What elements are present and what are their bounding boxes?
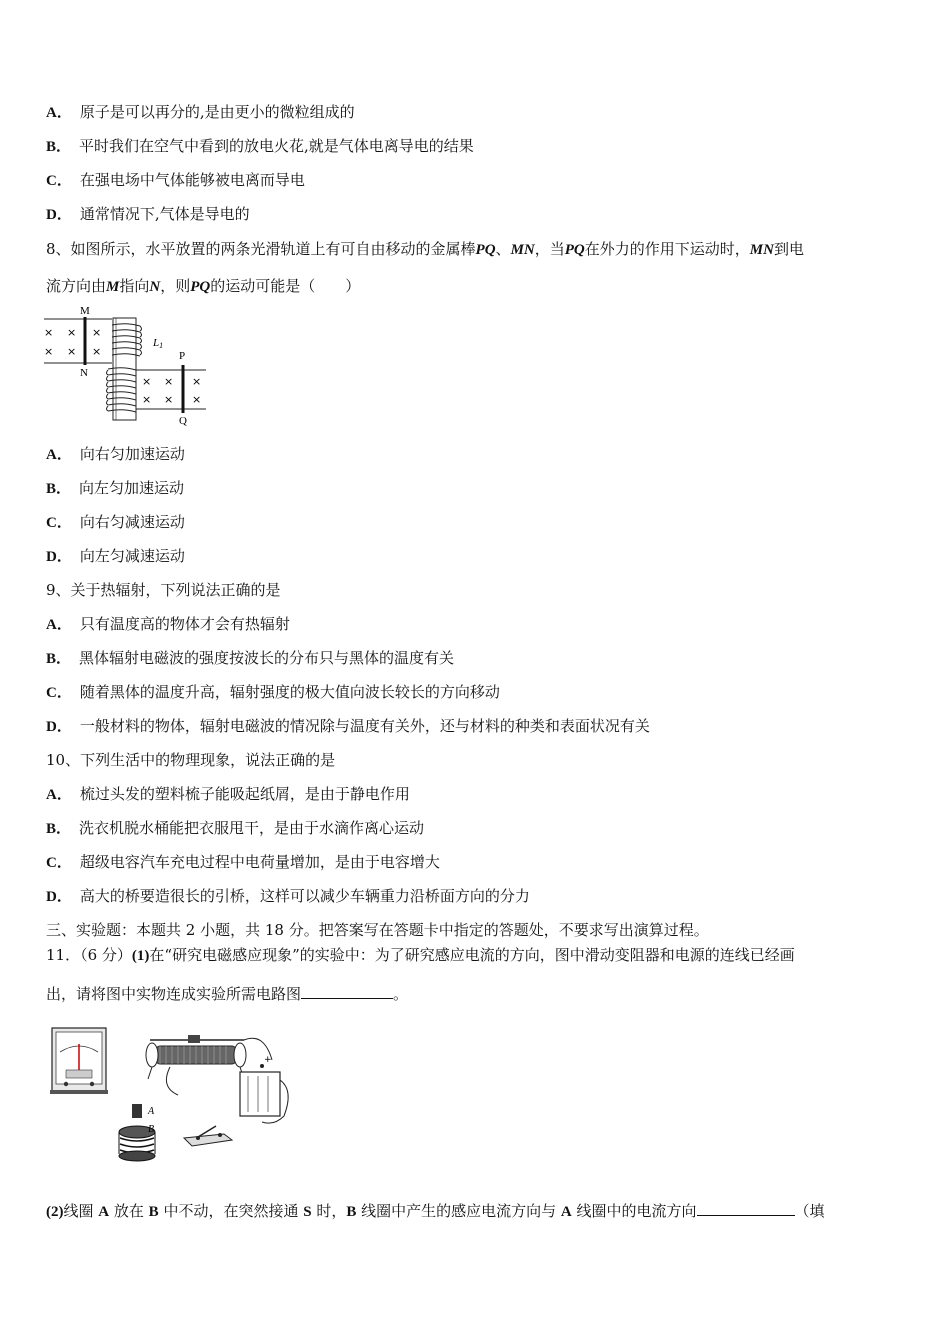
- battery-plus: +: [264, 1055, 272, 1065]
- field-cross: ×: [192, 393, 202, 406]
- switch: [184, 1126, 232, 1146]
- field-cross: ×: [92, 326, 102, 339]
- q9-option-b: B． 黑体辐射电磁波的强度按波长的分布只与黑体的温度有关: [46, 649, 455, 667]
- label-coil-b: B: [148, 1124, 155, 1135]
- q7-option-d: D． 通常情况下,气体是导电的: [46, 205, 250, 223]
- galvanometer: [50, 1028, 108, 1094]
- label-q: Q: [179, 415, 187, 427]
- answer-blank-2[interactable]: [697, 1201, 795, 1216]
- section-heading: 三、实验题：本题共 2 小题，共 18 分。把答案写在答题卡中指定的答题处，不要求写出演算过程。: [46, 921, 709, 939]
- label-m: M: [80, 305, 90, 317]
- q11-apparatus-figure: [48, 1022, 304, 1162]
- label-coil-a: A: [148, 1106, 155, 1117]
- q8-option-b: B． 向左匀加速运动: [46, 479, 185, 497]
- q10-option-d: D． 高大的桥要造很长的引桥，这样可以减少车辆重力沿桥面方向的分力: [46, 887, 530, 905]
- q8-circuit-figure: [40, 303, 212, 427]
- q7-option-a: A． 原子是可以再分的,是由更小的微粒组成的: [46, 103, 355, 121]
- q8-option-c: C． 向右匀减速运动: [46, 513, 185, 531]
- q9-stem: 9、关于热辐射，下列说法正确的是: [46, 581, 281, 599]
- q10-option-a: A． 梳过头发的塑料梳子能吸起纸屑，是由于静电作用: [46, 785, 410, 803]
- q8-option-a: A． 向右匀加速运动: [46, 445, 185, 463]
- q11-stem-line2: 出，请将图中实物连成实验所需电路图 。: [46, 985, 409, 1003]
- field-cross: ×: [67, 326, 77, 339]
- q10-option-c: C． 超级电容汽车充电过程中电荷量增加，是由于电容增大: [46, 853, 440, 871]
- q7-option-b: B． 平时我们在空气中看到的放电火花,就是气体电离导电的结果: [46, 137, 474, 155]
- q10-stem: 10、下列生活中的物理现象，说法正确的是: [46, 751, 336, 769]
- coils-a-b: [119, 1104, 155, 1161]
- label-p: P: [179, 350, 186, 362]
- q8-option-d: D． 向左匀减速运动: [46, 547, 185, 565]
- label-l1: L1: [153, 337, 164, 350]
- q7-option-c: C． 在强电场中气体能够被电离而导电: [46, 171, 305, 189]
- field-cross: ×: [164, 375, 174, 388]
- q8-stem-line2: 流方向由M指向N，则PQ的运动可能是（ ）: [46, 277, 361, 295]
- answer-blank-1[interactable]: [301, 984, 393, 999]
- battery: [240, 1055, 288, 1123]
- q9-option-d: D． 一般材料的物体，辐射电磁波的情况除与温度有关外，还与材料的种类和表面状况有关: [46, 717, 650, 735]
- field-cross: ×: [44, 326, 54, 339]
- label-n: N: [80, 367, 88, 379]
- field-cross: ×: [67, 345, 77, 358]
- field-cross: ×: [192, 375, 202, 388]
- field-cross: ×: [142, 393, 152, 406]
- field-cross: ×: [142, 375, 152, 388]
- q11-stem-line1: 11．（6 分）(1)在“研究电磁感应现象”的实验中：为了研究感应电流的方向，图中滑动变阻器和电源的连线已经画: [46, 946, 795, 964]
- q8-stem-line1: 8、如图所示，水平放置的两条光滑轨道上有可自由移动的金属棒PQ、MN，当PQ在外力的作用下运动时，MN到电: [46, 240, 804, 258]
- field-cross: ×: [44, 345, 54, 358]
- q9-option-c: C． 随着黑体的温度升高，辐射强度的极大值向波长较长的方向移动: [46, 683, 500, 701]
- q10-option-b: B． 洗衣机脱水桶能把衣服甩干，是由于水滴作离心运动: [46, 819, 425, 837]
- field-cross: ×: [92, 345, 102, 358]
- field-cross: ×: [164, 393, 174, 406]
- q11-part2-line: (2)线圈 A 放在 B 中不动，在突然接通 S 时，B 线圈中产生的感应电流方向与 A 线圈中的电流方向 （填: [46, 1202, 825, 1220]
- q9-option-a: A． 只有温度高的物体才会有热辐射: [46, 615, 290, 633]
